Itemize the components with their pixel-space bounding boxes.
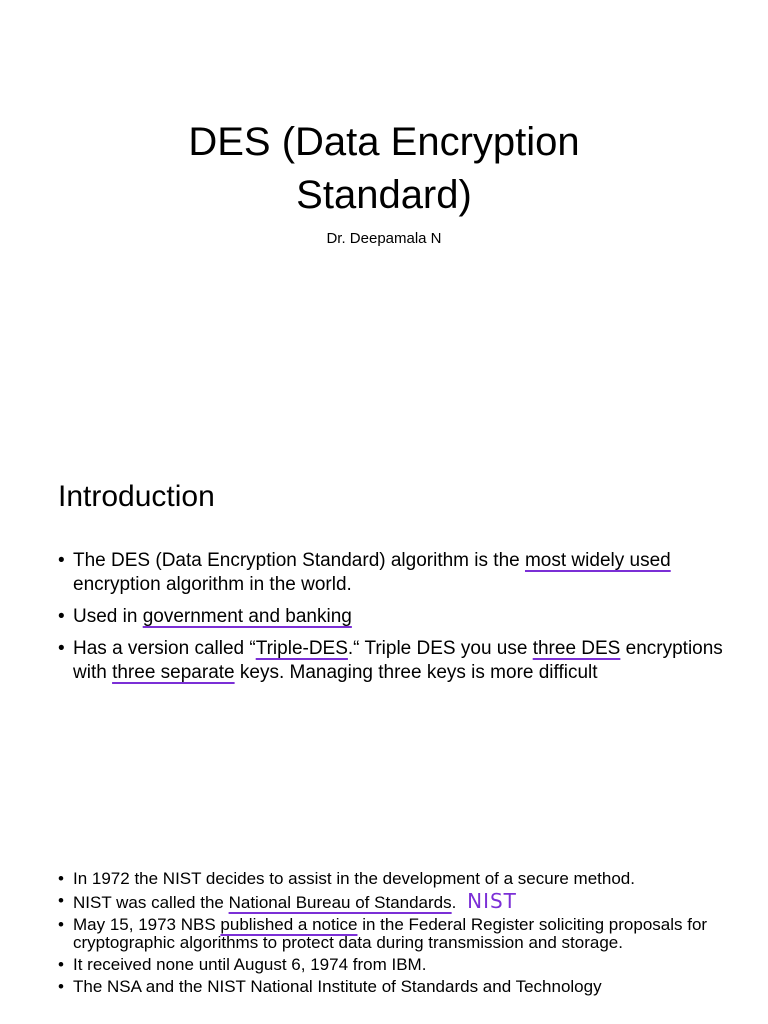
underlined-text: published a notice: [220, 915, 358, 934]
bullet-icon: •: [58, 915, 64, 934]
slide-title: [0, 116, 768, 222]
bullet-text: encryption algorithm in the world.: [73, 574, 352, 595]
bullet-icon: •: [58, 891, 64, 910]
list-item: [58, 637, 728, 685]
handwritten-note: NIST: [467, 889, 517, 913]
underlined-text: three separate: [112, 662, 235, 683]
bullet-list: [58, 870, 738, 1000]
underlined-text: three DES: [532, 638, 621, 659]
title-slide: [0, 0, 768, 440]
bullet-text: NIST was called the: [73, 893, 229, 912]
bullet-icon: •: [58, 638, 65, 659]
introduction-slide: [0, 440, 768, 850]
author-name: Dr. Deepamala N: [326, 230, 442, 247]
bullet-text: in the Federal Register soliciting proposals for cryptographic algorithms to protect data during transmission and storage.: [73, 915, 708, 952]
bullet-text: In 1972 the NIST decides to assist in the development of a secure method.: [73, 869, 635, 888]
bullet-icon: •: [58, 550, 65, 571]
bullet-icon: •: [58, 869, 64, 888]
list-item: [58, 889, 738, 913]
bullet-text: .: [451, 893, 457, 912]
list-item: [58, 956, 738, 974]
bullet-text: Has a version called “: [73, 638, 256, 659]
title-line-2: Standard): [296, 173, 472, 217]
list-item: [58, 870, 738, 888]
bullet-text: keys. Managing three keys is more difficult: [234, 662, 598, 683]
bullet-icon: •: [58, 955, 64, 974]
bullet-text: The DES (Data Encryption Standard) algorithm is the: [73, 550, 525, 571]
history-slide: [0, 850, 768, 1024]
bullet-text: encryptions with: [73, 638, 723, 683]
list-item: [58, 916, 738, 952]
underlined-text: Triple-DES: [255, 638, 348, 659]
underlined-text: most widely used: [524, 550, 671, 571]
title-line-1: DES (Data Encryption: [188, 120, 580, 164]
bullet-text: It received none until August 6, 1974 from IBM.: [73, 955, 427, 974]
slide-heading: Introduction: [58, 480, 215, 513]
bullet-icon: •: [58, 606, 65, 627]
bullet-text: Used in: [73, 606, 143, 627]
bullet-text: .“ Triple DES you use: [347, 638, 533, 659]
underlined-text: National Bureau of Standards: [228, 893, 452, 912]
bullet-list: [58, 549, 728, 693]
bullet-text: The NSA and the NIST National Institute of Standards and Technology: [73, 977, 602, 996]
bullet-icon: •: [58, 977, 64, 996]
list-item: [58, 978, 738, 996]
underlined-text: government and banking: [142, 606, 352, 627]
list-item: [58, 605, 728, 629]
bullet-text: May 15, 1973 NBS: [73, 915, 221, 934]
list-item: [58, 549, 728, 597]
